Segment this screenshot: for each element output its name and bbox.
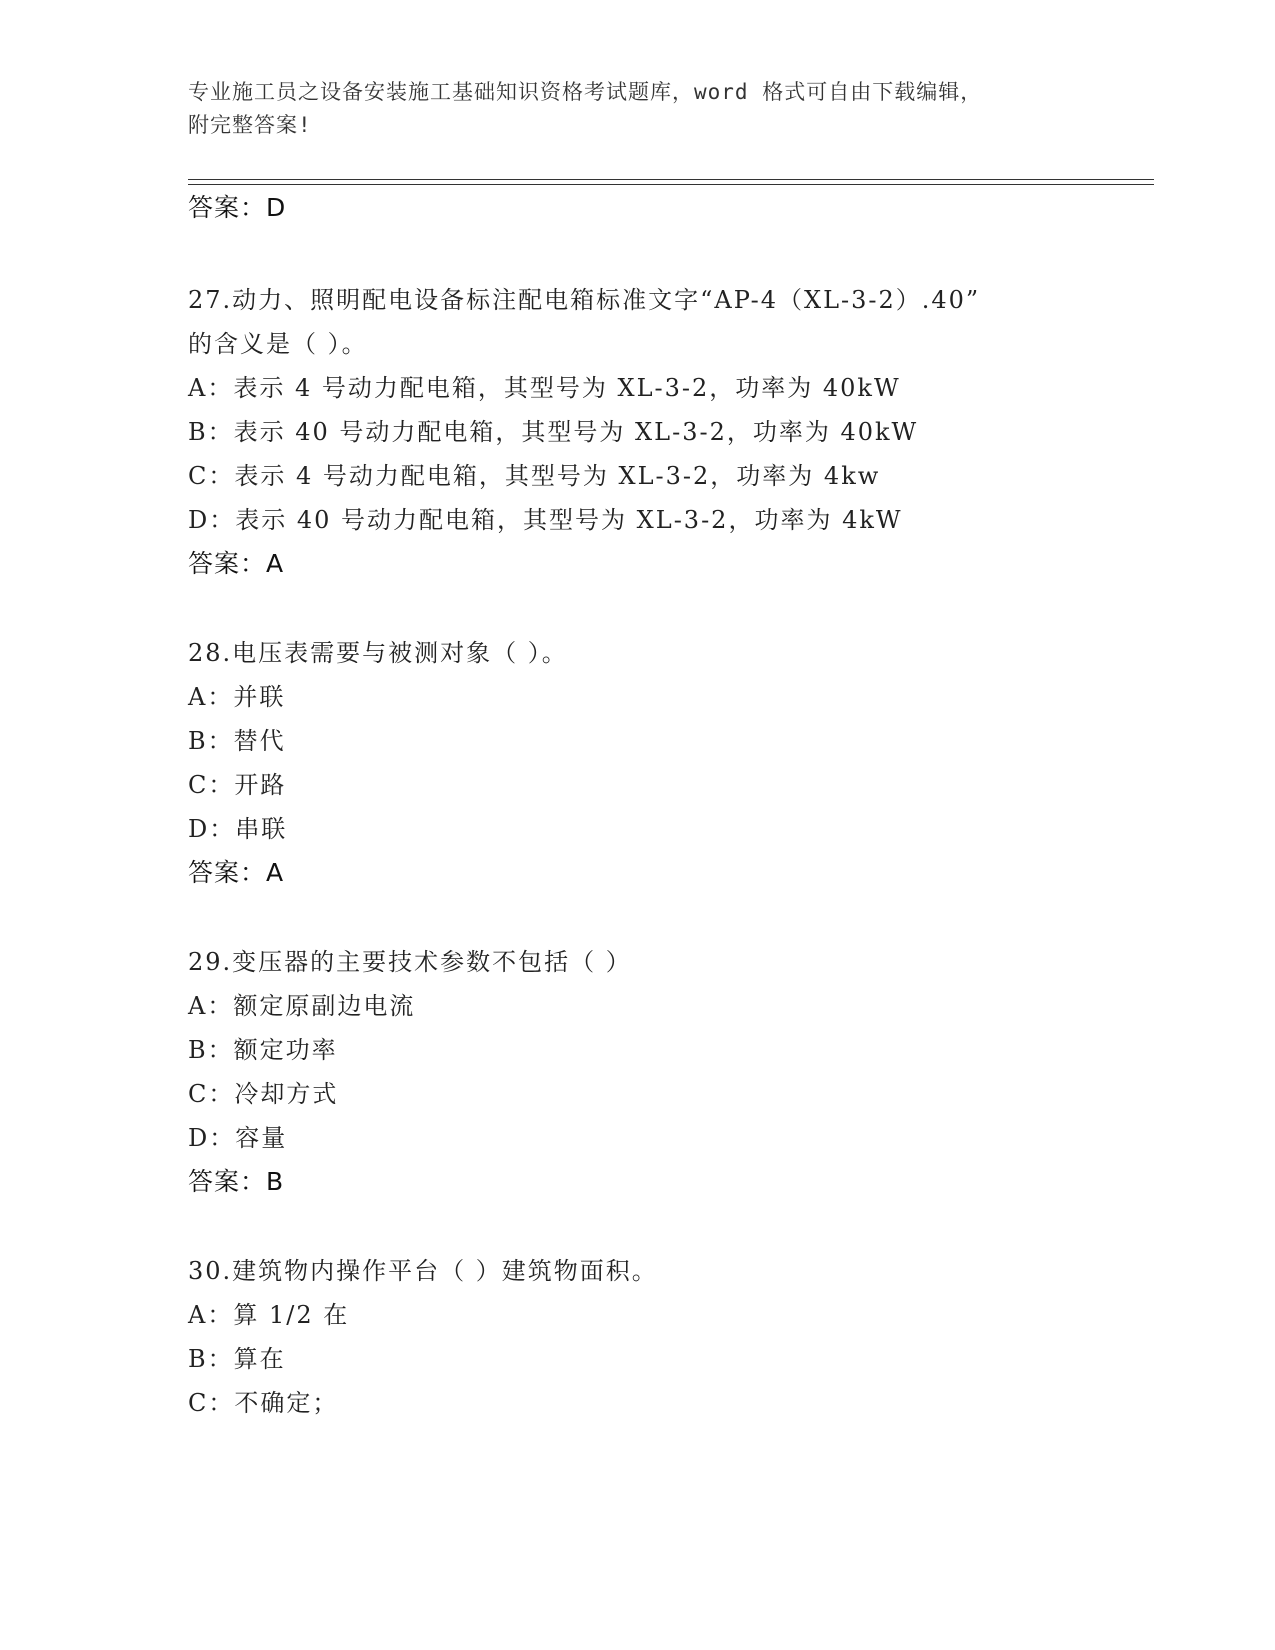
question-29-option-c: C：冷却方式 — [188, 1080, 339, 1108]
question-29-option-b: B：额定功率 — [188, 1036, 338, 1064]
header-line-2: 附完整答案! — [188, 113, 312, 137]
answer-prev: 答案：D — [188, 193, 287, 222]
question-27-answer: 答案：A — [188, 549, 285, 578]
question-27-stem-line-1: 27.动力、照明配电设备标注配电箱标准文字“AP-4（XL-3-2）.40” — [188, 286, 981, 314]
question-28-stem: 28.电压表需要与被测对象（ ）。 — [188, 639, 568, 667]
question-27-stem-line-2: 的含义是（ ）。 — [188, 330, 368, 358]
header-line-1: 专业施工员之设备安装施工基础知识资格考试题库，word 格式可自由下载编辑， — [188, 80, 983, 104]
question-28-answer: 答案：A — [188, 858, 285, 887]
question-29-stem: 29.变压器的主要技术参数不包括（ ） — [188, 948, 632, 976]
question-29-answer: 答案：B — [188, 1167, 285, 1196]
question-30-option-b: B：算在 — [188, 1345, 286, 1373]
question-28-option-d: D：串联 — [188, 815, 288, 843]
question-29-option-a: A：额定原副边电流 — [188, 992, 416, 1020]
question-27-option-a: A：表示 4 号动力配电箱，其型号为 XL-3-2，功率为 40kW — [188, 374, 901, 402]
question-27-option-b: B：表示 40 号动力配电箱，其型号为 XL-3-2，功率为 40kW — [188, 418, 919, 446]
question-28-option-a: A：并联 — [188, 683, 286, 711]
question-28-option-b: B：替代 — [188, 727, 286, 755]
page-header — [188, 76, 1068, 142]
question-29-option-d: D：容量 — [188, 1124, 288, 1152]
question-30-option-c: C：不确定； — [188, 1389, 339, 1417]
question-27-option-d: D：表示 40 号动力配电箱，其型号为 XL-3-2，功率为 4kW — [188, 506, 903, 534]
question-30-option-a: A：算 1/2 在 — [188, 1301, 350, 1329]
question-30-stem: 30.建筑物内操作平台（ ）建筑物面积。 — [188, 1257, 658, 1285]
header-rule-top — [188, 179, 1154, 180]
question-27-option-c: C：表示 4 号动力配电箱，其型号为 XL-3-2，功率为 4kw — [188, 462, 881, 490]
header-rule-bottom — [188, 184, 1154, 185]
question-28-option-c: C：开路 — [188, 771, 287, 799]
